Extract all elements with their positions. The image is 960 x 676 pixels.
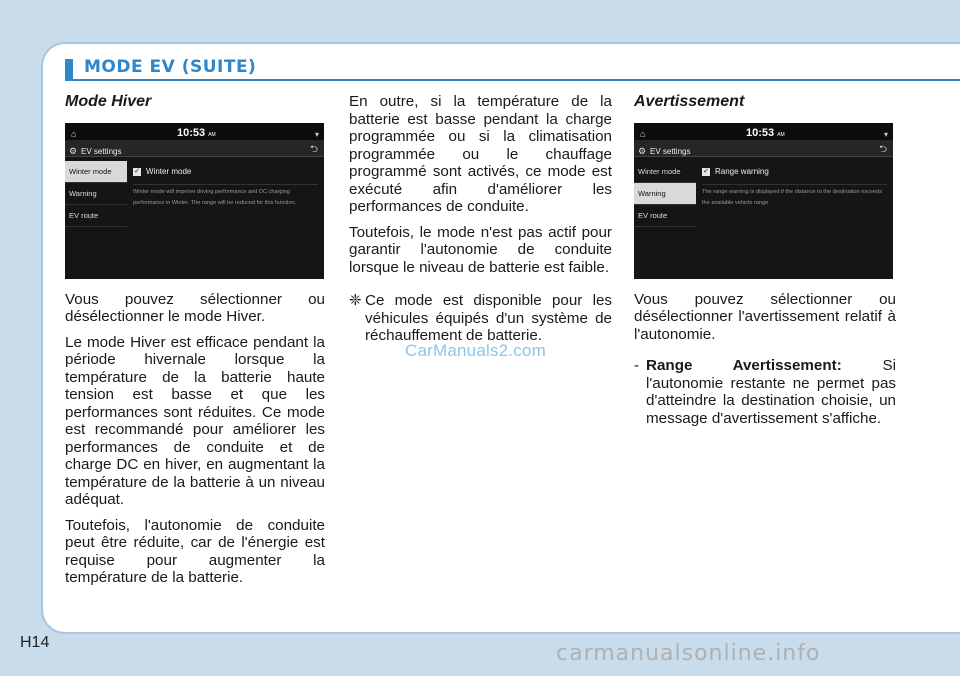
screen-title-bar	[634, 140, 893, 157]
column-1	[65, 93, 325, 595]
paragraph: En outre, si la température de la batterie est basse pendant la charge programmée ou si la climatisation programmée ou le chauffage programmé sont activés, ce mode est exécuté afin d'améliorer les performances de conduite.	[349, 93, 612, 215]
section-title: MODE EV (SUITE)	[84, 57, 257, 77]
subtitle-winter-mode: Mode Hiver	[65, 93, 152, 110]
screen-content	[702, 164, 887, 209]
note	[349, 292, 612, 345]
screen-description: The range warning is displayed if the distance to the destination exceeds the available vehicle range	[702, 184, 887, 209]
paragraph: Le mode Hiver est efficace pendant la période hivernale lorsque la température de la batterie haute tension est basse et que les performances sont réduites. Ce mode est recommandé pour améliorer les performances de conduite et de charge DC en hiver, en augmentant la température de la batterie à un niveau adéquat.	[65, 333, 325, 508]
signal-icon: ▾	[314, 129, 319, 139]
screen-title: EV settings	[81, 146, 122, 156]
signal-icon: ▾	[883, 129, 888, 139]
checkbox-icon: ✓	[703, 167, 709, 175]
screen-status-bar	[65, 123, 324, 140]
screen-menu	[634, 161, 696, 227]
paragraph: Toutefois, l'autonomie de conduite peut être réduite, car de l'énergie est requise pour augmenter la température de la batterie.	[65, 516, 325, 586]
screen-title: EV settings	[650, 146, 691, 156]
screen-title-bar	[65, 140, 324, 157]
paragraph: Vous pouvez sélectionner ou désélectionner l'avertissement relatif à l'autonomie.	[634, 290, 896, 343]
header-accent-bar	[65, 59, 73, 80]
note-text: Ce mode est disponible pour les véhicules équipés d'un système de réchauffement de batterie.	[365, 292, 612, 344]
subtitle-warning: Avertissement	[634, 93, 745, 110]
checkbox-icon: ✓	[134, 167, 140, 175]
screen-status-bar	[634, 123, 893, 140]
winter-mode-screenshot	[65, 123, 324, 279]
menu-item-winter-mode: Winter mode	[634, 161, 696, 183]
list-item-text: Range Avertissement: Si l'autonomie restante ne permet pas d'atteindre la destination choisie, un message d'avertissement s'affiche.	[646, 357, 896, 427]
screen-content	[133, 164, 318, 209]
header-rule	[65, 79, 960, 81]
footer-watermark: carmanualsonline.info	[556, 641, 821, 666]
menu-item-winter-mode: Winter mode	[65, 161, 127, 183]
home-icon: ⌂	[71, 128, 77, 139]
menu-item-warning: Warning	[65, 183, 127, 205]
back-icon: ⮌	[309, 143, 318, 155]
column-3	[634, 93, 896, 427]
paragraph: Vous pouvez sélectionner ou désélectionner le mode Hiver.	[65, 290, 325, 325]
column-2	[349, 93, 612, 345]
note-mark-icon: ❈	[349, 292, 362, 309]
menu-item-ev-route: EV route	[65, 205, 127, 227]
menu-item-ev-route: EV route	[634, 205, 696, 227]
menu-item-warning: Warning	[634, 183, 696, 205]
screen-clock: 10:53 AM	[177, 126, 216, 139]
gear-icon: ⚙	[638, 145, 647, 156]
screen-description: Winter mode will improve driving performance and DC charging performance in Winter. The range will be reduced for this function.	[133, 184, 318, 209]
dash-mark: -	[634, 357, 640, 374]
page-number: H14	[20, 634, 50, 651]
screen-clock: 10:53 AM	[746, 126, 785, 139]
range-warning-screenshot	[634, 123, 893, 279]
screen-menu	[65, 161, 127, 227]
watermark: CarManuals2.com	[405, 341, 546, 360]
screen-option: ✓ Winter mode	[134, 166, 192, 176]
home-icon: ⌂	[640, 128, 646, 139]
back-icon: ⮌	[878, 143, 887, 155]
list-item	[634, 357, 896, 427]
gear-icon: ⚙	[69, 145, 78, 156]
screen-option: ✓ Range warning	[703, 166, 769, 176]
paragraph: Toutefois, le mode n'est pas actif pour garantir l'autonomie de conduite lorsque le niveau de batterie est faible.	[349, 223, 612, 276]
